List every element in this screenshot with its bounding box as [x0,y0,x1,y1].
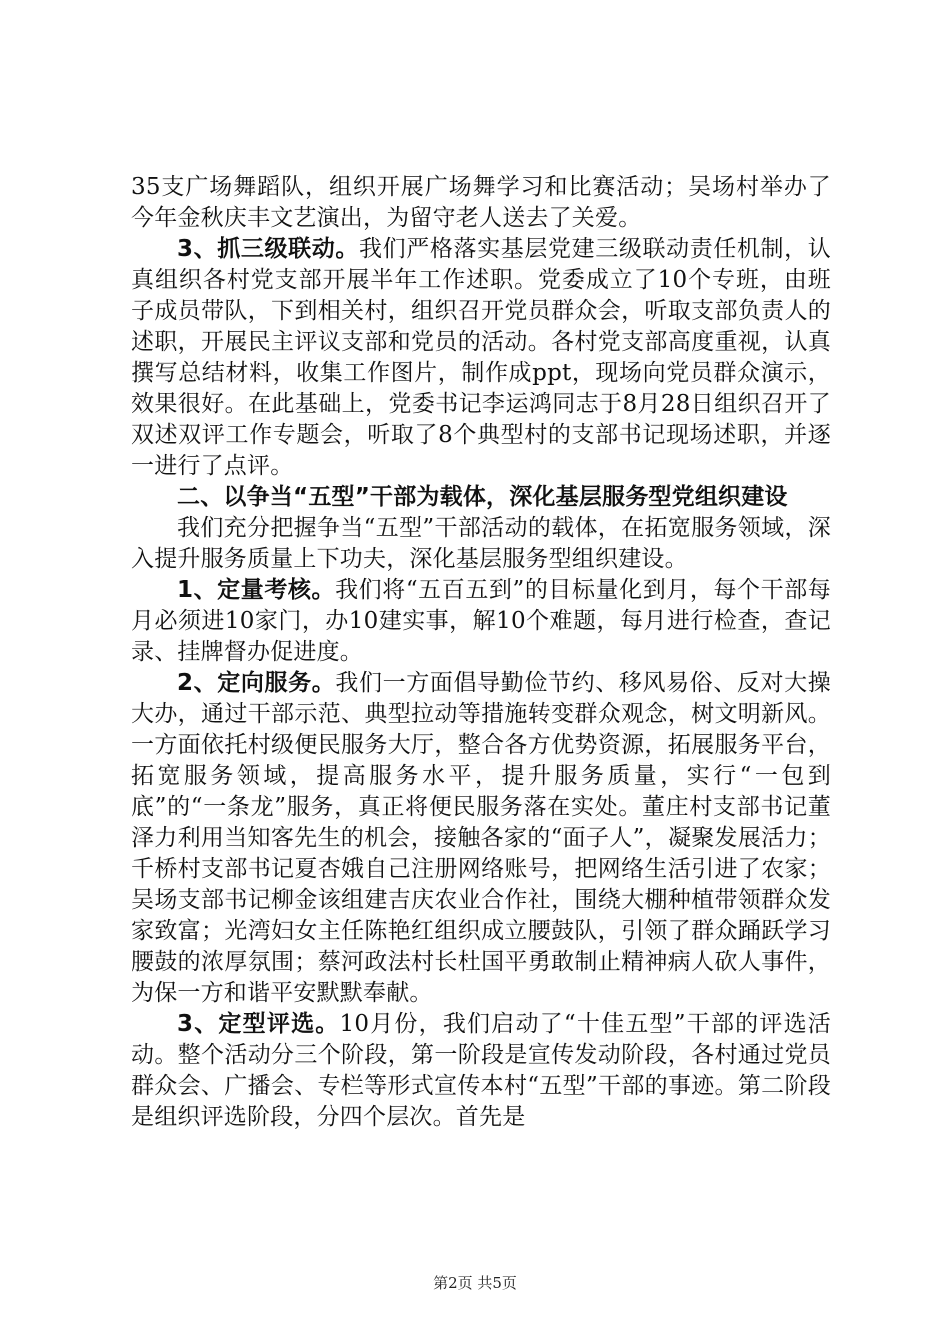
paragraph-6 [131,1009,831,1133]
paragraph-1-text: 35支广场舞蹈队，组织开展广场舞学习和比赛活动；吴场村举办了今年金秋庆丰文艺演出，为留守老人送去了关爱。 [131,174,831,231]
paragraph-4-text: 我们将“五百五到”的目标量化到月，每个干部每月必须进10家门，办10建实事，解10个难题，每月进行检查，查记录、挂牌督办促进度。 [131,577,831,665]
section-heading: 二、以争当“五型”干部为载体，深化基层服务型党组织建设 [177,484,788,510]
paragraph-3-text: 我们充分把握争当“五型”干部活动的载体，在拓宽服务领域，深入提升服务质量上下功夫，深化基层服务型组织建设。 [131,515,831,572]
paragraph-5-lead: 2、定向服务。 [177,670,336,696]
document-body [131,172,831,1133]
paragraph-3 [131,513,831,575]
paragraph-2-lead: 3、抓三级联动。 [177,236,359,262]
paragraph-2 [131,234,831,482]
paragraph-6-lead: 3、定型评选。 [177,1011,340,1037]
paragraph-4-lead: 1、定量考核。 [177,577,336,603]
page-number-label: 第2页 共5页 [433,1274,517,1292]
paragraph-5-text: 我们一方面倡导勤俭节约、移风易俗、反对大操大办，通过干部示范、典型拉动等措施转变群众观念，树文明新风。一方面依托村级便民服务大厅，整合各方优势资源，拓展服务平台，拓宽服务领域，提高服务水平，提升服务质量，实行“一包到底”的“一条龙”服务，真正将便民服务落在实处。董庄村支部书记董泽力利用当知客先生的机会，接触各家的“面子人”，凝聚发展活力；千桥村支部书记夏杏娥自己注册网络账号，把网络生活引进了农家；吴场支部书记柳金该组建吉庆农业合作社，围绕大棚种植带领群众发家致富；光湾妇女主任陈艳红组织成立腰鼓队，引领了群众踊跃学习腰鼓的浓厚氛围；蔡河政法村长杜国平勇敢制止精神病人砍人事件，为保一方和谐平安默默奉献。 [131,670,831,1006]
paragraph-4 [131,575,831,668]
paragraph-6-text: 10月份，我们启动了“十佳五型”干部的评选活动。整个活动分三个阶段，第一阶段是宣传发动阶段，各村通过党员群众会、广播会、专栏等形式宣传本村“五型”干部的事迹。第二阶段是组织评选阶段，分四个层次。首先是 [131,1011,831,1130]
page-footer [0,1272,950,1293]
paragraph-1 [131,172,831,234]
paragraph-5 [131,668,831,1009]
paragraph-2-text: 我们严格落实基层党建三级联动责任机制，认真组织各村党支部开展半年工作述职。党委成立了10个专班，由班子成员带队，下到相关村，组织召开党员群众会，听取支部负责人的述职，开展民主评议支部和党员的活动。各村党支部高度重视，认真撰写总结材料，收集工作图片，制作成ppt，现场向党员群众演示，效果很好。在此基础上，党委书记李运鸿同志于8月28日组织召开了双述双评工作专题会，听取了8个典型村的支部书记现场述职，并逐一进行了点评。 [131,236,831,479]
